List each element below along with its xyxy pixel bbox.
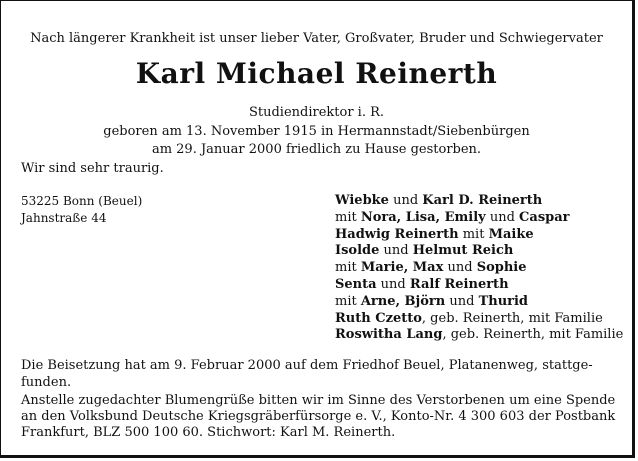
address-city: 53225 Bonn (Beuel) [21,194,143,208]
mourner-name: Caspar [519,209,570,225]
mourner-connector: mit [335,209,361,225]
mourner-connector: , geb. Reinerth, mit Familie [421,310,603,326]
mourner-name: Roswitha Lang [335,327,443,343]
mourner-name: Wiebke [335,193,389,208]
deceased-name: Karl Michael Reinerth [135,57,498,90]
mourner-line [335,227,534,243]
mourner-name: Helmut Reich [412,243,514,259]
mourner-line [335,327,623,343]
address-street: Jahnstraße 44 [21,211,107,225]
mourner-line [335,277,509,293]
donation-line-3: Frankfurt, BLZ 500 100 60. Stichwort: Karl M. Reinerth. [21,425,396,440]
mourner-name: Isolde [335,243,380,259]
mourner-connector: mit [335,260,361,276]
mourner-connector: und [388,193,423,208]
mourner-line [335,294,528,310]
mourner-name: Ruth Czetto [335,310,422,326]
mourner-line [335,243,513,259]
mourner-line [335,311,603,327]
mourner-connector: , geb. Reinerth, mit Familie [442,327,624,343]
mourner-line [335,193,542,209]
mourner-name: Hadwig Reinerth [335,226,459,242]
mourner-name: Senta [335,277,377,292]
mourner-name: Arne, Björn [360,293,446,309]
mourner-line [335,210,570,226]
donation-line-2: an den Volksbund Deutsche Kriegsgräberfürsorge e. V., Konto-Nr. 4 300 603 der Postbank [21,409,616,424]
funeral-line-2: funden. [21,375,72,390]
donation-line-1: Anstelle zugedachter Blumengrüße bitten wir im Sinne des Verstorbenen um eine Spende [21,393,616,408]
intro-text: Nach längerer Krankheit ist unser lieber Vater, Großvater, Bruder und Schwiegervater [30,31,603,46]
mourner-connector: mit [335,293,361,309]
mourner-name: Ralf Reinerth [409,277,509,292]
mourner-connector: und [485,209,520,225]
mourner-connector: und [379,243,413,259]
mourner-name: Nora, Lisa, Emily [360,209,486,225]
mourner-name: Karl D. Reinerth [422,193,543,208]
death-line: am 29. Januar 2000 friedlich zu Hause gestorben. [151,142,482,157]
deceased-title: Studiendirektor i. R. [248,105,385,120]
mourner-connector: und [443,260,477,276]
mourning-line: Wir sind sehr traurig. [21,161,164,176]
mourner-line [335,260,527,276]
birth-line: geboren am 13. November 1915 in Hermannstadt/Siebenbürgen [103,124,530,139]
funeral-line-1: Die Beisetzung hat am 9. Februar 2000 auf dem Friedhof Beuel, Platanenweg, stattge- [21,358,593,373]
mourner-name: Thurid [478,293,529,309]
mourner-connector: und [445,293,479,309]
mourner-name: Maike [488,226,534,242]
mourner-connector: und [376,277,410,292]
mourner-name: Sophie [476,260,527,276]
mourner-name: Marie, Max [360,260,444,276]
mourner-connector: mit [458,226,489,242]
